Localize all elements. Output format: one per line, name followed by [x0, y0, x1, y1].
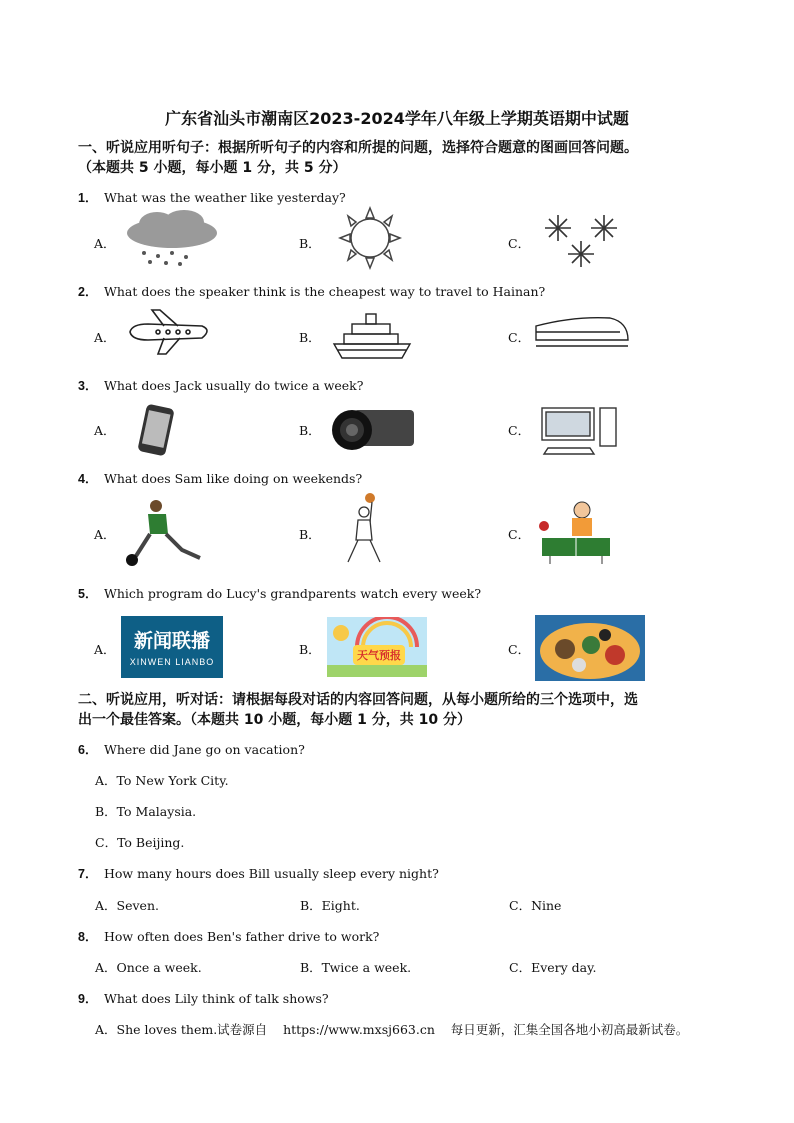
q7-option-a[interactable]: A．Seven. — [95, 898, 159, 913]
question-2: 2． What does the speaker think is the cheapest way to travel to Hainan? — [78, 284, 546, 299]
q4-option-c-label: C． — [508, 527, 531, 542]
q2-option-c-label: C． — [508, 330, 531, 345]
page-title: 广东省汕头市潮南区2023-2024学年八年级上学期英语期中试题 — [165, 109, 629, 128]
q5-option-c-label: C． — [508, 642, 531, 657]
question-1-text: What was the weather like yesterday? — [104, 190, 346, 205]
football-player-icon[interactable] — [122, 498, 208, 568]
question-6: 6． Where did Jane go on vacation? — [78, 742, 305, 757]
news-program-subtitle: XINWEN LIANBO — [129, 657, 215, 667]
question-8: 8． How often does Ben's father drive to work? — [78, 929, 380, 944]
q2-option-a-label: A． — [94, 330, 116, 345]
section-2-line-1: 二、听说应用，听对话：请根据每段对话的内容回答问题，从每小题所给的三个选项中，选 — [78, 692, 638, 708]
section-1-line-2: （本题共 5 小题，每小题 1 分，共 5 分） — [78, 160, 347, 176]
q6-option-b[interactable]: B．To Malaysia. — [95, 804, 197, 819]
train-icon[interactable] — [534, 310, 630, 354]
question-1: 1． What was the weather like yesterday? — [78, 190, 346, 205]
q1-option-c-label: C． — [508, 236, 531, 251]
question-9-text: What does Lily think of talk shows? — [104, 991, 329, 1006]
q4-option-a-label: A． — [94, 527, 116, 542]
snowflakes-icon[interactable] — [538, 210, 626, 270]
sun-icon[interactable] — [328, 206, 412, 270]
q1-option-b-label: B． — [299, 236, 321, 251]
q1-option-a-label: A． — [94, 236, 116, 251]
question-9: 9． What does Lily think of talk shows? — [78, 991, 329, 1006]
question-7: 7． How many hours does Bill usually sleep every night? — [78, 866, 439, 881]
question-4-text: What does Sam like doing on weekends? — [104, 471, 363, 486]
computer-icon[interactable] — [538, 404, 620, 456]
q9-option-a[interactable]: A．She loves them.试卷源自 https://www.mxsj663.cn 每日更新，汇集全国各地小初高最新试卷。 — [95, 1022, 689, 1037]
q3-option-b-label: B． — [299, 423, 321, 438]
airplane-icon[interactable] — [124, 308, 214, 360]
news-program-title: 新闻联播 — [133, 630, 210, 652]
section-1-line-1: 一、听说应用听句子：根据所听句子的内容和所提的问题，选择符合题意的图画回答问题。 — [78, 140, 638, 156]
q7-option-c[interactable]: C．Nine — [509, 898, 562, 913]
weather-program-title: 天气预报 — [353, 645, 405, 665]
question-8-text: How often does Ben's father drive to work? — [104, 929, 380, 944]
question-4: 4． What does Sam like doing on weekends? — [78, 471, 363, 486]
question-5: 5． Which program do Lucy's grandparents watch every week? — [78, 586, 482, 601]
q6-option-a[interactable]: A．To New York City. — [95, 773, 229, 788]
q4-option-b-label: B． — [299, 527, 321, 542]
animal-program-image[interactable] — [535, 615, 645, 681]
q6-option-c[interactable]: C．To Beijing. — [95, 835, 185, 850]
q7-option-b[interactable]: B．Eight. — [300, 898, 360, 913]
section-1-heading — [78, 138, 738, 178]
question-3: 3． What does Jack usually do twice a week? — [78, 378, 364, 393]
section-2-line-2: 出一个最佳答案。（本题共 10 小题，每小题 1 分，共 10 分） — [78, 712, 471, 728]
question-6-text: Where did Jane go on vacation? — [104, 742, 305, 757]
question-7-text: How many hours does Bill usually sleep every night? — [104, 866, 439, 881]
table-tennis-icon[interactable] — [536, 500, 616, 566]
question-5-text: Which program do Lucy's grandparents watch every week? — [104, 586, 482, 601]
question-2-text: What does the speaker think is the cheapest way to travel to Hainan? — [104, 284, 546, 299]
news-program-image[interactable] — [121, 616, 223, 678]
q3-option-c-label: C． — [508, 423, 531, 438]
basketball-player-icon[interactable] — [340, 492, 390, 568]
q8-option-b[interactable]: B．Twice a week. — [300, 960, 412, 975]
question-3-text: What does Jack usually do twice a week? — [104, 378, 364, 393]
weather-program-image[interactable] — [327, 617, 427, 677]
section-2-heading — [78, 690, 738, 730]
q5-option-b-label: B． — [299, 642, 321, 657]
q5-option-a-label: A． — [94, 642, 116, 657]
q8-option-c[interactable]: C．Every day. — [509, 960, 597, 975]
rain-cloud-icon[interactable] — [122, 208, 222, 266]
ship-icon[interactable] — [332, 310, 412, 362]
camera-icon[interactable] — [328, 404, 418, 452]
q8-option-a[interactable]: A．Once a week. — [95, 960, 202, 975]
q2-option-b-label: B． — [299, 330, 321, 345]
phone-icon[interactable] — [130, 404, 182, 456]
q3-option-a-label: A． — [94, 423, 116, 438]
